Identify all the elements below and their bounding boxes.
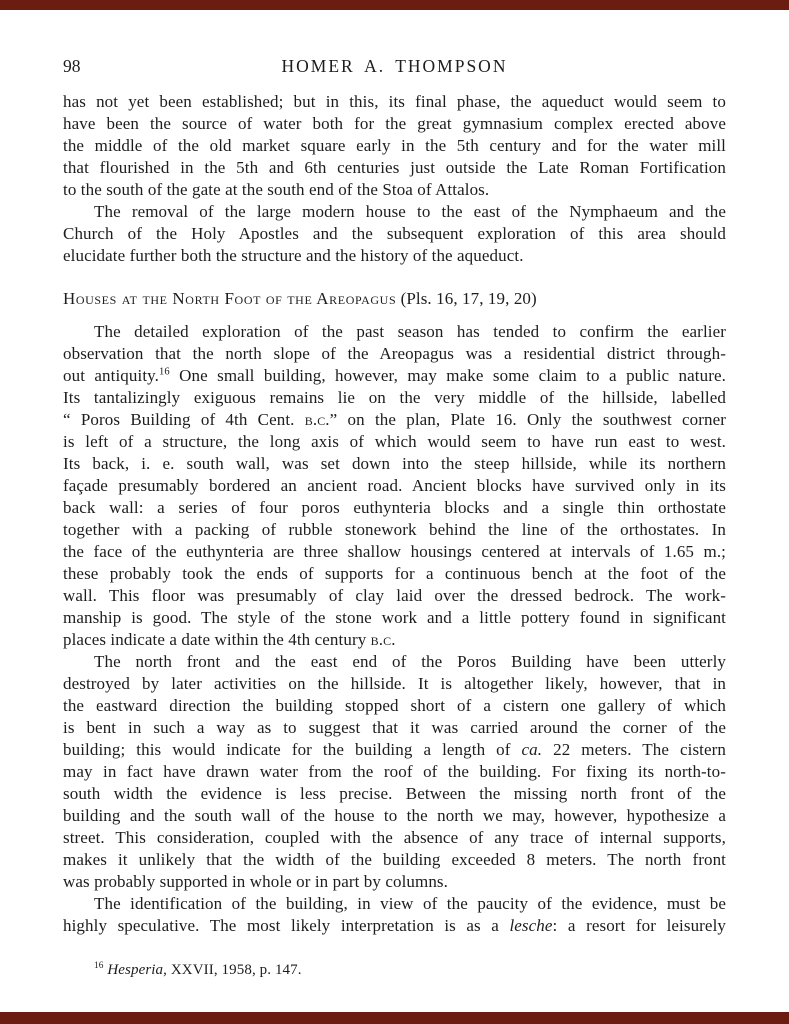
text-line (63, 563, 726, 585)
text-line (63, 321, 726, 343)
text-segment-smallcaps: b.c. (304, 410, 330, 429)
para-north-front-east-end (63, 651, 726, 893)
text-segment: the face of the euthynteria are three shallow housings centered at intervals of 1.65 m.; (63, 542, 726, 561)
text-segment: have been the source of water both for the great gymnasium complex erected above (63, 114, 726, 133)
text-segment: Its tantalizingly exiguous remains lie on the very middle of the hillside, labelled (63, 388, 726, 407)
text-line (63, 629, 726, 651)
text-line (63, 288, 726, 310)
text-segment: façade presumably bordered an ancient road. Ancient blocks have survived only in its (63, 476, 726, 495)
page-body (63, 91, 726, 980)
text-segment-italic: Hesperia (107, 962, 164, 978)
text-segment: observation that the north slope of the Areopagus was a residential district through- (63, 344, 726, 363)
text-segment: One small building, however, may make some claim to a public nature. (169, 366, 726, 385)
text-segment: together with a packing of rubble stonework behind the line of the orthostates. In (63, 520, 726, 539)
text-line (63, 607, 726, 629)
text-segment-sup: 16 (159, 366, 170, 378)
text-line (63, 365, 726, 387)
text-line (63, 157, 726, 179)
heading-houses-north-foot-areopagus (63, 288, 726, 310)
para-poros-building (63, 321, 726, 651)
text-segment: wall. This floor was presumably of clay laid over the dressed bedrock. The work- (63, 586, 726, 605)
text-line (63, 135, 726, 157)
text-line (63, 431, 726, 453)
text-line (63, 871, 726, 893)
text-line (63, 113, 726, 135)
text-line (63, 717, 726, 739)
text-segment: out antiquity. (63, 366, 159, 385)
text-line (63, 673, 726, 695)
para-identification (63, 893, 726, 937)
text-line (63, 805, 726, 827)
text-line (63, 915, 726, 937)
text-segment: (Pls. 16, 17, 19, 20) (396, 289, 537, 308)
text-segment: is left of a structure, the long axis of which would seem to have run east to west. (63, 432, 726, 451)
text-segment: building; this would indicate for the building a length of (63, 740, 522, 759)
text-line (63, 960, 726, 980)
text-line (63, 541, 726, 563)
bottom-edge-bar (0, 1012, 789, 1024)
text-segment-sup: 16 (94, 961, 104, 971)
text-segment: is bent in such a way as to suggest that it was carried around the corner of the (63, 718, 726, 737)
text-segment: highly speculative. The most likely interpretation is as a (63, 916, 510, 935)
text-line (63, 409, 726, 431)
text-line (63, 827, 726, 849)
text-segment: back wall: a series of four poros euthynteria blocks and a single thin orthostate (63, 498, 726, 517)
text-line (63, 739, 726, 761)
text-segment: The north front and the east end of the Poros Building have been utterly (94, 652, 726, 671)
text-segment: the middle of the old market square early in the 5th century and for the water mill (63, 136, 726, 155)
text-segment: The identification of the building, in view of the paucity of the evidence, must be (94, 894, 726, 913)
text-line (63, 475, 726, 497)
text-line (63, 91, 726, 113)
text-line (63, 223, 726, 245)
text-line (63, 849, 726, 871)
text-line (63, 695, 726, 717)
text-segment: : a resort for leisurely (552, 916, 727, 935)
para-aqueduct-continuation (63, 91, 726, 201)
text-line (63, 497, 726, 519)
text-segment-smallcaps: Houses at the North Foot of the Areopagus (63, 289, 397, 308)
text-segment: The removal of the large modern house to the east of the Nymphaeum and the (94, 202, 726, 221)
text-line (63, 761, 726, 783)
text-line (63, 343, 726, 365)
text-segment: elucidate further both the structure and the history of the aqueduct. (63, 246, 524, 265)
para-removal-modern-house (63, 201, 726, 267)
text-line (63, 201, 726, 223)
text-segment: The detailed exploration of the past season has tended to confirm the earlier (94, 322, 726, 341)
text-segment: places indicate a date within the 4th century (63, 630, 371, 649)
text-segment: may in fact have drawn water from the roof of the building. For fixing its north-to- (63, 762, 726, 781)
text-segment-smallcaps: b.c. (370, 630, 396, 649)
text-segment: manship is good. The style of the stone work and a little pottery found in significant (63, 608, 726, 627)
text-line (63, 453, 726, 475)
text-segment-italic: lesche (509, 916, 553, 935)
page-header (63, 55, 726, 77)
text-segment: Its back, i. e. south wall, was set down into the steep hillside, while its northern (63, 454, 726, 473)
text-segment-italic: ca. (521, 740, 543, 759)
text-segment: ” on the plan, Plate 16. Only the southwest corner (329, 410, 726, 429)
text-line (63, 519, 726, 541)
text-segment: 22 meters. The cistern (542, 740, 726, 759)
text-segment: has not yet been established; but in this, its final phase, the aqueduct would seem to (63, 92, 726, 111)
text-line (63, 179, 726, 201)
text-segment: south width the evidence is less precise. Between the missing north front of the (63, 784, 726, 803)
text-segment: , XXVII, 1958, p. 147. (163, 962, 302, 978)
text-line (63, 585, 726, 607)
text-line (63, 893, 726, 915)
text-segment: street. This consideration, coupled with the absence of any trace of internal supports, (63, 828, 726, 847)
page-number: 98 (63, 56, 81, 76)
text-line (63, 651, 726, 673)
text-segment: that flourished in the 5th and 6th centuries just outside the Late Roman Fortification (63, 158, 726, 177)
footnote-16 (63, 960, 726, 980)
text-segment: the eastward direction the building stopped short of a cistern one gallery of which (63, 696, 726, 715)
top-edge-bar (0, 0, 789, 10)
text-segment: to the south of the gate at the south end of the Stoa of Attalos. (63, 180, 490, 199)
text-line (63, 387, 726, 409)
text-segment: makes it unlikely that the width of the building exceeded 8 meters. The north front (63, 850, 726, 869)
running-head: HOMER A. THOMPSON (281, 56, 508, 76)
text-segment: building and the south wall of the house to the north we may, however, hypothesize a (63, 806, 726, 825)
text-segment: “ Poros Building of 4th Cent. (63, 410, 305, 429)
text-line (63, 783, 726, 805)
text-segment: Church of the Holy Apostles and the subsequent exploration of this area should (63, 224, 726, 243)
text-line (63, 245, 726, 267)
text-segment: destroyed by later activities on the hillside. It is altogether likely, however, that in (63, 674, 726, 693)
text-segment: these probably took the ends of supports for a continuous bench at the foot of the (63, 564, 726, 583)
text-segment: was probably supported in whole or in part by columns. (63, 872, 449, 891)
